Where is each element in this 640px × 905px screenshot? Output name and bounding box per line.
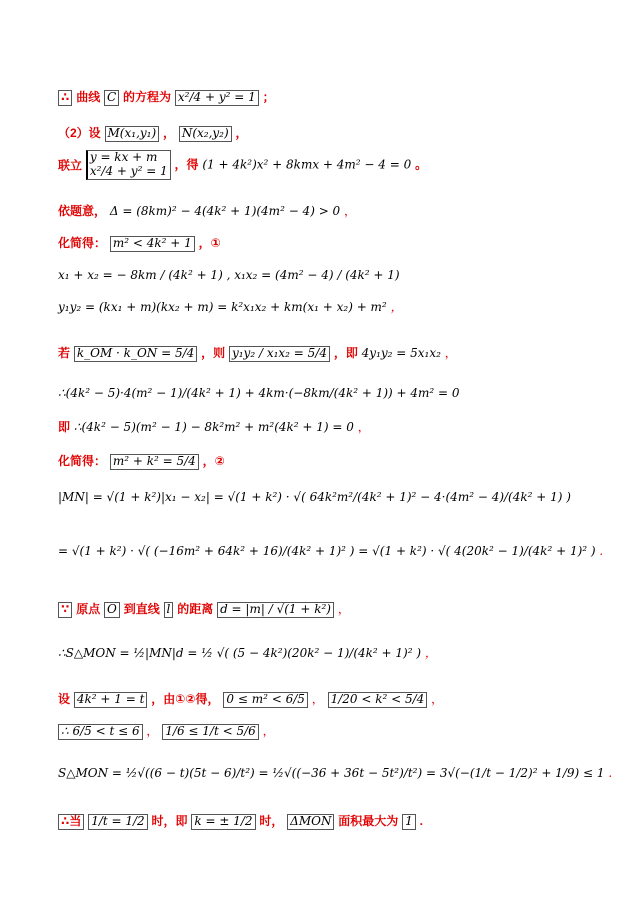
y-product: y₁y₂ = (kx₁ + m)(kx₂ + m) = k²x₁x₂ + km(x₁ + x₂) + m²: [58, 300, 387, 314]
point-m: M(x₁,y₁): [105, 126, 160, 142]
var-o: O: [104, 602, 120, 618]
system-eq1: y = kx + m: [89, 150, 158, 164]
marker-1: ，①: [198, 236, 221, 250]
line-discriminant: [58, 202, 356, 219]
discriminant: Δ = (8km)² − 4(4k² + 1)(4m² − 4) > 0: [109, 204, 341, 218]
m-range: 0 ≤ m² < 6/5: [223, 692, 308, 708]
punct: ，: [357, 420, 370, 434]
distance-formula: d = |m| / √(1 + k²): [217, 602, 334, 618]
reciprocal-range: 1/6 ≤ 1/t < 5/6: [162, 724, 259, 740]
reciprocal-value: 1/t = 1/2: [88, 814, 148, 830]
text: 面积最大为: [338, 814, 399, 828]
text: 到直线: [123, 602, 160, 616]
equation-system: [86, 150, 171, 180]
condition-2: m² + k² = 5/4: [110, 454, 199, 470]
line-slope-condition: [58, 344, 457, 362]
area-bound: S△MON = ½√((6 − t)(5t − 6)/t²) = ½√((−36 + 36t − 5t²)/t²) = 3√(−(1/t − 1/2)² + 1/9) ≤ 1: [58, 766, 605, 780]
line-conclusion: [58, 812, 423, 830]
line-substitution: [58, 386, 460, 400]
punct: .: [599, 544, 604, 558]
area-formula: ∴S△MON = ½|MN|d = ½ √( (5 − 4k²)(20k² − 1)/(4k² + 1)² ): [58, 646, 422, 660]
system-eq2: x²/4 + y² = 1: [89, 163, 168, 178]
punct: ，: [424, 646, 437, 660]
punct: ，: [146, 724, 159, 738]
line-vieta: [58, 268, 400, 282]
text: 若: [58, 346, 71, 360]
slope-product: k_OM · k_ON = 5/4: [74, 346, 197, 362]
text: ，由①②得，: [151, 692, 220, 706]
text: 化简得：: [58, 454, 107, 468]
text: ，即: [333, 346, 358, 360]
k-value: k = ± 1/2: [191, 814, 255, 830]
line-expand: [58, 418, 370, 435]
quadratic-equation: (1 + 4k²)x² + 8kmx + 4m² − 4 = 0: [202, 157, 412, 172]
text: 曲线: [76, 90, 101, 104]
line-mn-length: [58, 490, 571, 504]
ellipse-equation: x²/4 + y² = 1: [175, 90, 259, 106]
text: 时，即: [151, 814, 188, 828]
substitution: ∴(4k² − 5)·4(m² − 1)/(4k² + 1) + 4km·(−8km/(4k² + 1)) + 4m² = 0: [58, 386, 460, 400]
therefore-when: ∴当: [58, 814, 84, 830]
line-area-bound: [58, 766, 612, 780]
punct: ，: [262, 724, 275, 738]
punct: ，: [344, 204, 357, 218]
line-curve-equation: [58, 88, 275, 106]
vieta-formulas: x₁ + x₂ = − 8km / (4k² + 1) , x₁x₂ = (4m² − 4) / (4k² + 1): [58, 268, 400, 282]
line-substitute-t: [58, 690, 443, 708]
line-area: [58, 644, 437, 661]
relation: 4y₁y₂ = 5x₁x₂: [361, 346, 441, 360]
text: 即: [58, 420, 71, 434]
punct: ，: [235, 126, 248, 140]
part-label: （2）设: [58, 126, 101, 140]
punct: ，: [162, 126, 175, 140]
point-n: N(x₂,y₂): [179, 126, 232, 142]
k-range: 1/20 < k² < 5/4: [328, 692, 428, 708]
text: 的方程为: [123, 90, 172, 104]
text: 联立: [58, 158, 83, 173]
line-simplify-2: [58, 452, 225, 470]
t-range: ∴ 6/5 < t ≤ 6: [58, 724, 143, 740]
text: ，得: [174, 157, 199, 172]
text: 时，: [259, 814, 284, 828]
mn-simplified: = √(1 + k²) · √( (−16m² + 64k² + 16)/(4k² + 1)² ) = √(1 + k²) · √( 4(20k² − 1)/(4k² + 1)² ): [58, 544, 596, 558]
expanded: ∴(4k² − 5)(m² − 1) − 8k²m² + m²(4k² + 1) = 0: [73, 420, 354, 434]
line-y-product: [58, 298, 403, 315]
punct: .: [419, 814, 423, 828]
var-l: l: [164, 602, 174, 618]
punct: ，: [390, 300, 403, 314]
because-symbol: ∵: [58, 602, 72, 618]
punct: ，: [337, 602, 350, 616]
marker-2: ，②: [202, 454, 225, 468]
mn-length: |MN| = √(1 + k²)|x₁ − x₂| = √(1 + k²) · √( 64k²m²/(4k² + 1)² − 4·(4m² − 4)/(4k² + 1) ): [58, 490, 571, 504]
triangle-label: ΔMON: [287, 814, 334, 830]
var-c: C: [104, 90, 119, 106]
line-t-range: [58, 722, 275, 740]
text: 原点: [76, 602, 101, 616]
punct: ，: [444, 346, 457, 360]
therefore-symbol: ∴: [58, 90, 72, 106]
t-substitution: 4k² + 1 = t: [74, 692, 148, 708]
punct: ，: [311, 692, 324, 706]
line-mn-simplified: [58, 544, 603, 558]
max-area: 1: [402, 814, 416, 830]
condition-1: m² < 4k² + 1: [110, 236, 195, 252]
line-distance: [58, 600, 350, 618]
ratio: y₁y₂ / x₁x₂ = 5/4: [229, 346, 330, 362]
punct: ；: [262, 90, 275, 104]
punct: .: [608, 766, 613, 780]
text: 的距离: [177, 602, 214, 616]
text: 设: [58, 692, 71, 706]
text: 化简得：: [58, 236, 107, 250]
line-set-points: [58, 124, 248, 142]
line-simplify-1: [58, 234, 221, 252]
text: ，则: [201, 346, 226, 360]
punct: 。: [415, 157, 428, 172]
line-system: [58, 150, 427, 180]
text: 依题意，: [58, 204, 107, 218]
punct: ，: [431, 692, 444, 706]
